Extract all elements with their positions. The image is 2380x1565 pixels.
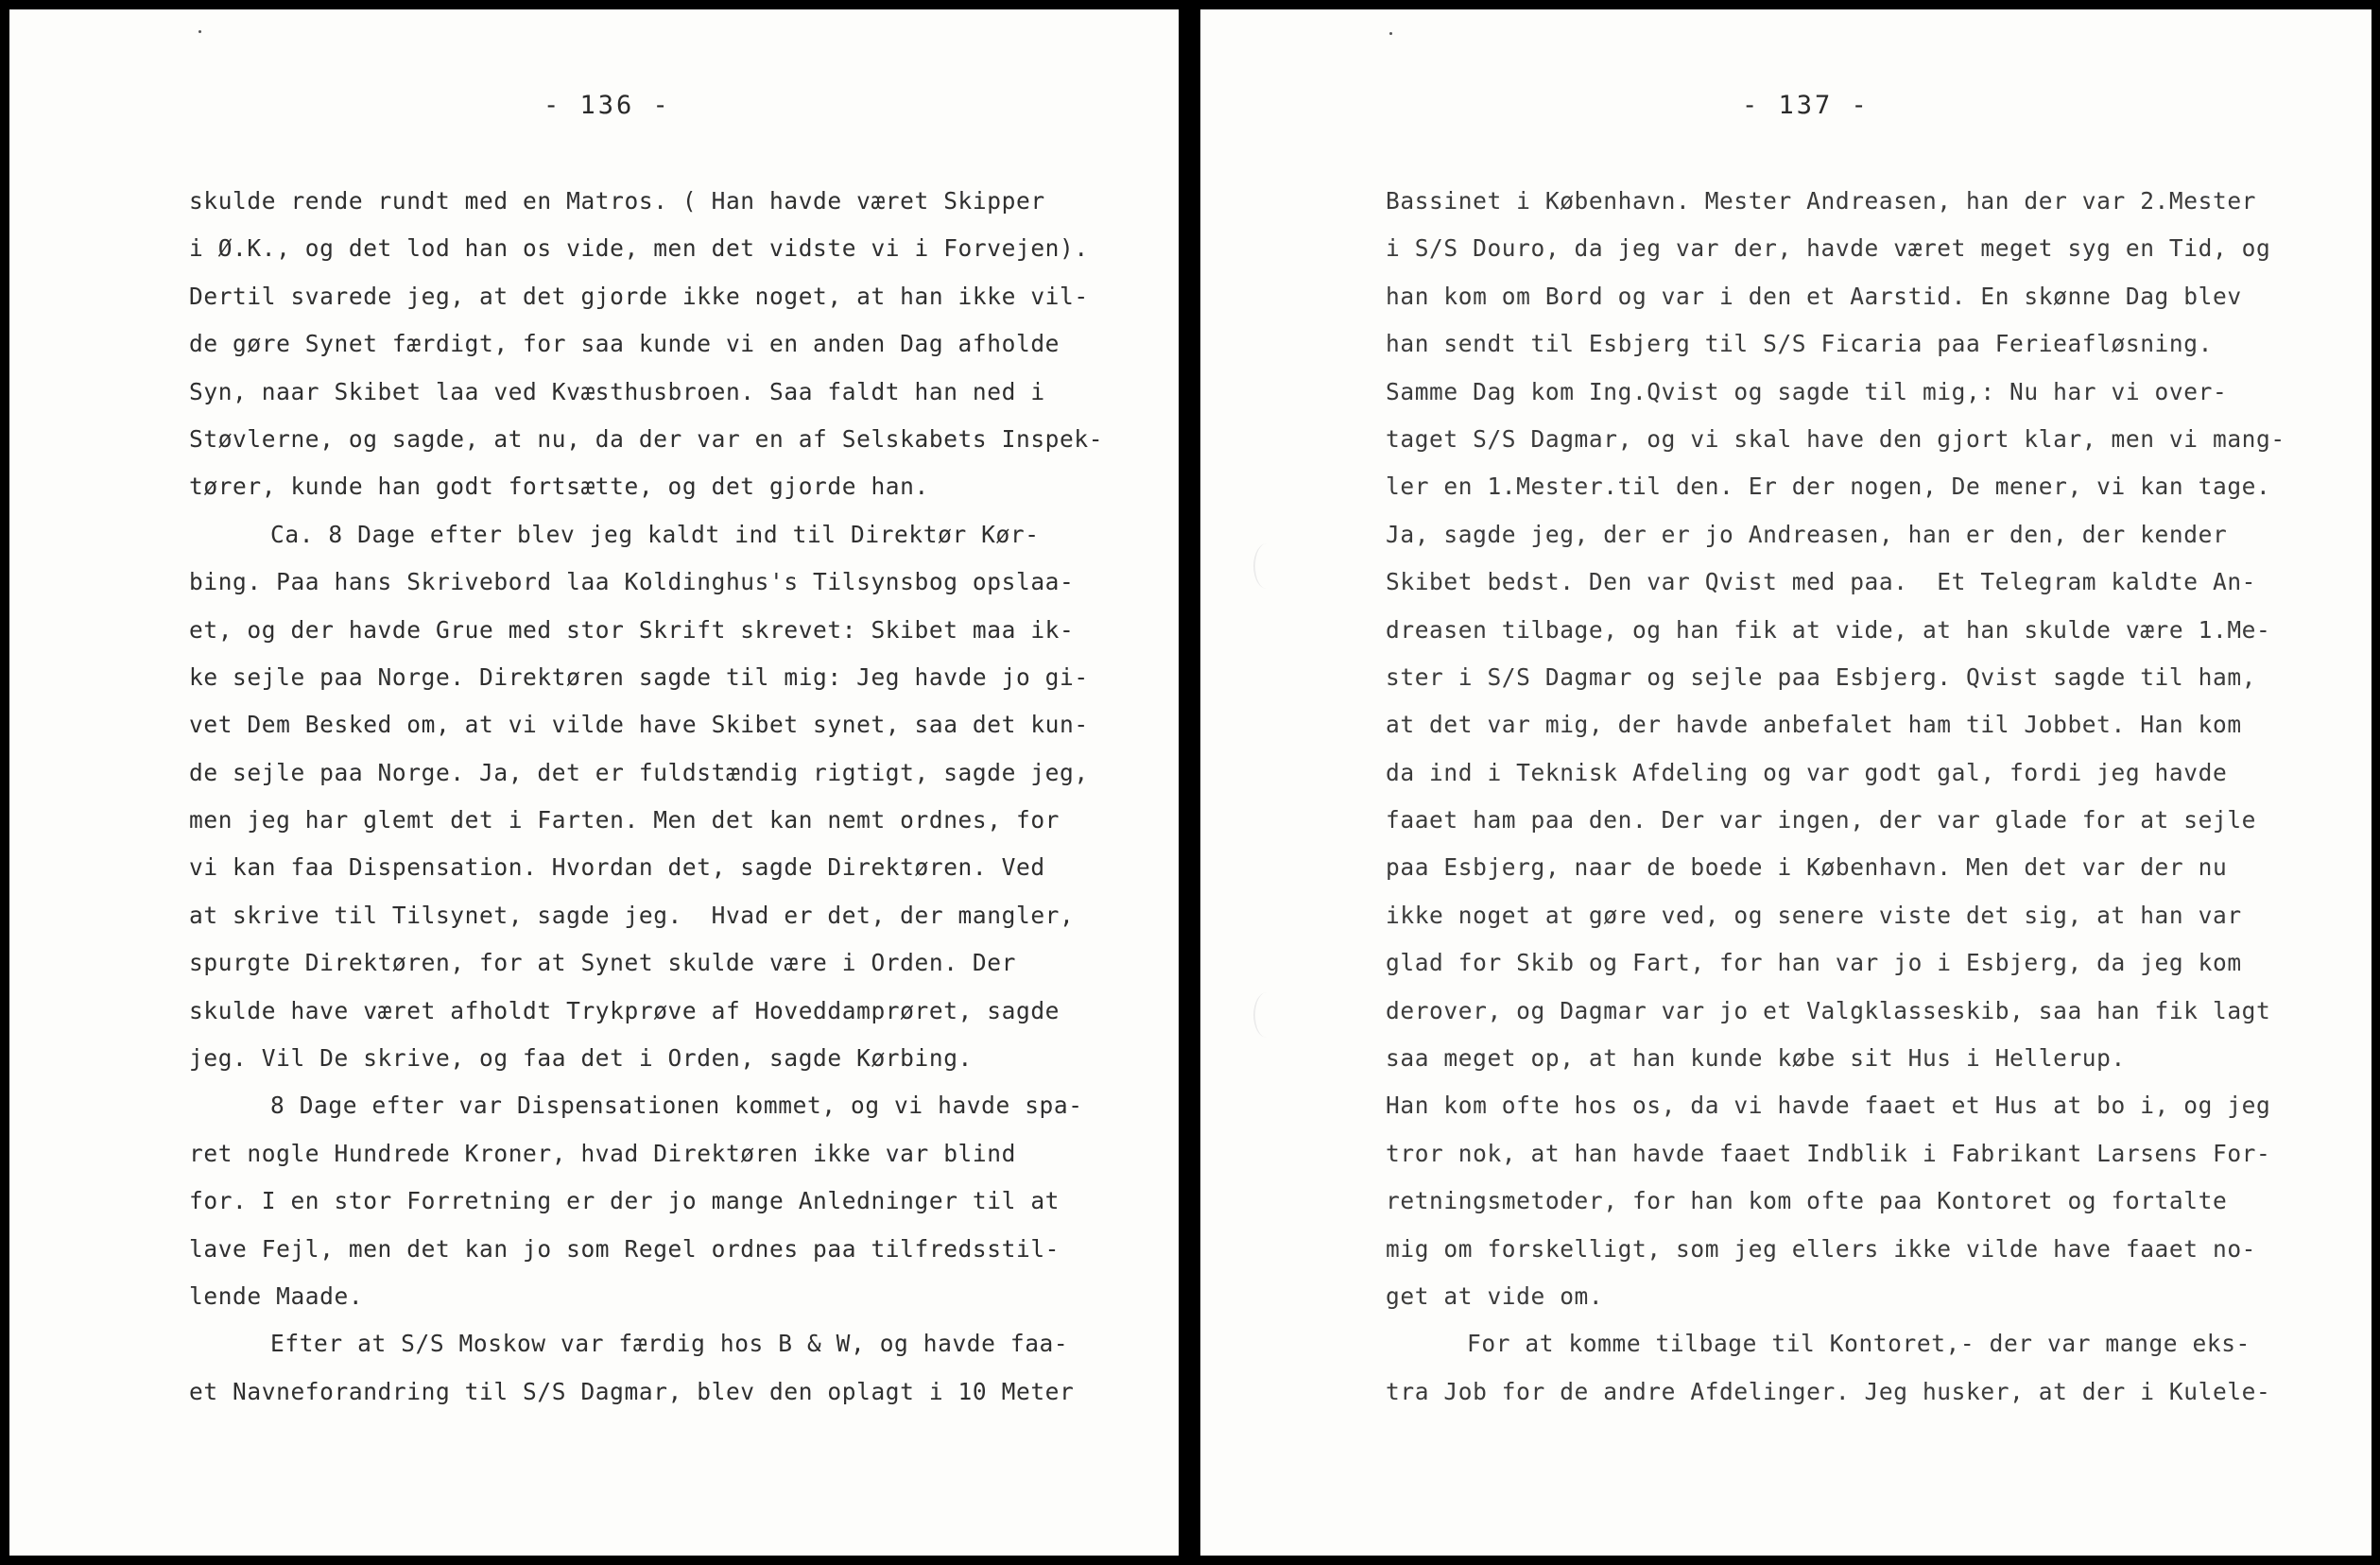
- text-line: Bassinet i København. Mester Andreasen, han der var 2.Mester: [1386, 187, 2257, 215]
- left-page: [9, 9, 1179, 1556]
- text-line: derover, og Dagmar var jo et Valgklasseskib, saa han fik lagt: [1386, 996, 2271, 1024]
- text-line: et, og der havde Grue med stor Skrift skrevet: Skibet maa ik-: [189, 615, 1075, 644]
- text-line: de gøre Synet færdigt, for saa kunde vi en anden Dag afholde: [189, 330, 1061, 358]
- page-text: [189, 178, 1103, 1416]
- text-line: tra Job for de andre Afdelinger. Jeg husker, at der i Kulele-: [1386, 1377, 2271, 1405]
- text-line: skulde have været afholdt Trykprøve af Hoveddamprøret, sagde: [189, 996, 1061, 1024]
- right-page: [1200, 9, 2371, 1556]
- text-line: lende Maade.: [189, 1281, 364, 1310]
- text-line: vet Dem Besked om, at vi vilde have Skibet synet, saa det kun-: [189, 711, 1089, 739]
- text-line: ret nogle Hundrede Kroner, hvad Direktøren ikke var blind: [189, 1139, 1016, 1167]
- text-line: paa Esbjerg, naar de boede i København. Men det var der nu: [1386, 853, 2228, 882]
- text-line: at det var mig, der havde anbefalet ham til Jobbet. Han kom: [1386, 711, 2242, 739]
- punch-hole-shadow: [1253, 543, 1280, 589]
- text-line: da ind i Teknisk Afdeling og var godt gal, fordi jeg havde: [1386, 758, 2228, 786]
- page-text: [1386, 178, 2285, 1416]
- text-line: taget S/S Dagmar, og vi skal have den gjort klar, men vi mang-: [1386, 424, 2285, 453]
- paper-speck: [198, 30, 201, 33]
- text-line: men jeg har glemt det i Farten. Men det kan nemt ordnes, for: [189, 806, 1061, 834]
- text-line: tror nok, at han havde faaet Indblik i Fabrikant Larsens For-: [1386, 1139, 2271, 1167]
- text-line: tører, kunde han godt fortsætte, og det gjorde han.: [189, 473, 929, 501]
- text-line: lave Fejl, men det kan jo som Regel ordnes paa tilfredsstil-: [189, 1234, 1061, 1263]
- text-line: Skibet bedst. Den var Qvist med paa. Et Telegram kaldte An-: [1386, 568, 2257, 596]
- text-line: Syn, naar Skibet laa ved Kvæsthusbroen. Saa faldt han ned i: [189, 377, 1045, 405]
- text-line: glad for Skib og Fart, for han var jo i Esbjerg, da jeg kom: [1386, 949, 2242, 977]
- text-line: Ja, sagde jeg, der er jo Andreasen, han er den, der kender: [1386, 520, 2228, 548]
- text-line: at skrive til Tilsynet, sagde jeg. Hvad er det, der mangler,: [189, 901, 1075, 929]
- text-line: Dertil svarede jeg, at det gjorde ikke noget, at han ikke vil-: [189, 282, 1089, 310]
- paper-speck: [1389, 32, 1392, 35]
- text-line: dreasen tilbage, og han fik at vide, at han skulde være 1.Me-: [1386, 615, 2271, 644]
- text-line: vi kan faa Dispensation. Hvordan det, sagde Direktøren. Ved: [189, 853, 1045, 882]
- text-line: mig om forskelligt, som jeg ellers ikke vilde have faaet no-: [1386, 1234, 2257, 1263]
- text-line: han kom om Bord og var i den et Aarstid. En skønne Dag blev: [1386, 282, 2242, 310]
- text-line: skulde rende rundt med en Matros. ( Han havde været Skipper: [189, 187, 1045, 215]
- text-line: Støvlerne, og sagde, at nu, da der var en af Selskabets Inspek-: [189, 424, 1104, 453]
- text-line: For at komme tilbage til Kontoret,- der var mange eks-: [1467, 1330, 2251, 1358]
- text-line: spurgte Direktøren, for at Synet skulde være i Orden. Der: [189, 949, 1016, 977]
- page-number: - 137 -: [1742, 91, 1870, 120]
- punch-hole-shadow: [1253, 992, 1280, 1038]
- text-line: bing. Paa hans Skrivebord laa Koldinghus's Tilsynsbog opslaa-: [189, 568, 1075, 596]
- text-line: jeg. Vil De skrive, og faa det i Orden, sagde Kørbing.: [189, 1044, 973, 1073]
- text-line: Ca. 8 Dage efter blev jeg kaldt ind til Direktør Kør-: [270, 520, 1040, 548]
- text-line: Efter at S/S Moskow var færdig hos B & W, og havde faa-: [270, 1330, 1069, 1358]
- text-line: ke sejle paa Norge. Direktøren sagde til mig: Jeg havde jo gi-: [189, 662, 1089, 691]
- text-line: retningsmetoder, for han kom ofte paa Kontoret og fortalte: [1386, 1187, 2228, 1215]
- text-line: Han kom ofte hos os, da vi havde faaet et Hus at bo i, og jeg: [1386, 1092, 2271, 1120]
- text-line: et Navneforandring til S/S Dagmar, blev den oplagt i 10 Meter: [189, 1377, 1075, 1405]
- text-line: han sendt til Esbjerg til S/S Ficaria paa Ferieafløsning.: [1386, 330, 2213, 358]
- text-line: ler en 1.Mester.til den. Er der nogen, De mener, vi kan tage.: [1386, 473, 2271, 501]
- text-line: de sejle paa Norge. Ja, det er fuldstændig rigtigt, sagde jeg,: [189, 758, 1089, 786]
- text-line: for. I en stor Forretning er der jo mange Anledninger til at: [189, 1187, 1061, 1215]
- text-line: ster i S/S Dagmar og sejle paa Esbjerg. Qvist sagde til ham,: [1386, 662, 2257, 691]
- text-line: get at vide om.: [1386, 1281, 1604, 1310]
- text-line: faaet ham paa den. Der var ingen, der var glade for at sejle: [1386, 806, 2257, 834]
- text-line: i Ø.K., og det lod han os vide, men det vidste vi i Forvejen).: [189, 234, 1089, 263]
- text-line: saa meget op, at han kunde købe sit Hus i Hellerup.: [1386, 1044, 2126, 1073]
- text-line: ikke noget at gøre ved, og senere viste det sig, at han var: [1386, 901, 2242, 929]
- text-line: Samme Dag kom Ing.Qvist og sagde til mig,: Nu har vi over-: [1386, 377, 2228, 405]
- text-line: i S/S Douro, da jeg var der, havde været meget syg en Tid, og: [1386, 234, 2271, 263]
- text-line: 8 Dage efter var Dispensationen kommet, og vi havde spa-: [270, 1092, 1083, 1120]
- page-number: - 136 -: [543, 91, 671, 120]
